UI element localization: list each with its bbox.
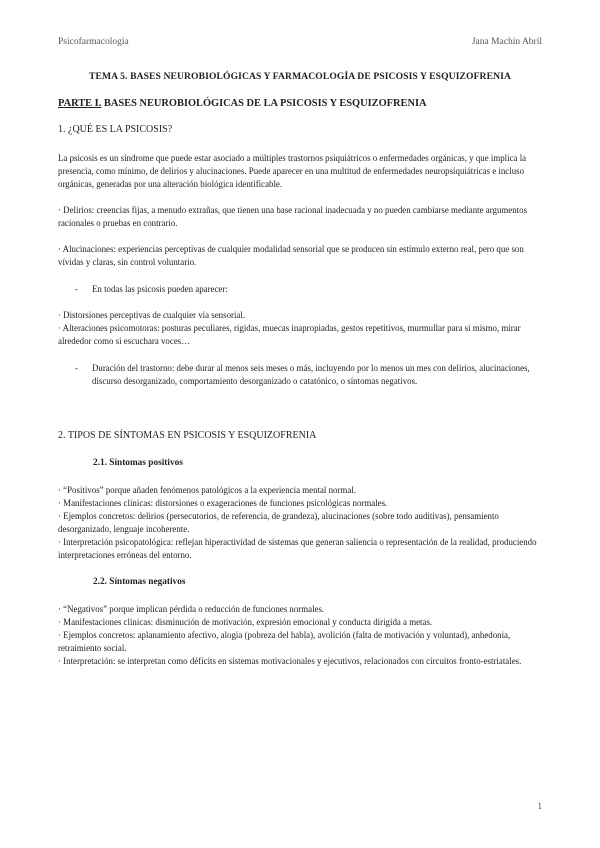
dash-marker: - — [75, 284, 78, 294]
part-label: PARTE I. — [58, 98, 102, 109]
document-title: TEMA 5. BASES NEUROBIOLÓGICAS Y FARMACOLOGÍA DE PSICOSIS Y ESQUIZOFRENIA — [89, 71, 511, 82]
header-right: Jana Machín Abril — [471, 37, 542, 47]
dash-item-1 — [75, 283, 545, 296]
page-number: 1 — [537, 801, 542, 811]
positive-item: · “Positivos” porque añaden fenómenos patológicos a la experiencia mental normal. — [58, 485, 356, 495]
part-text: BASES NEUROBIOLÓGICAS DE LA PSICOSIS Y ESQUIZOFRENIA — [101, 98, 427, 109]
negative-item: · Manifestaciones clínicas: disminución de motivación, expresión emocional y conducta dirigida a metas. — [58, 617, 433, 627]
paragraph-intro: La psicosis es un síndrome que puede estar asociado a múltiples trastornos psiquiátricos o enfermedades orgánicas, y que implica la presencia, como mínimo, de delirios y alucinaciones. Puede aparecer en una multitud de enfermedades neuropsiquiátricas e incluso orgánicas, generadas por una alteración biológica identificable. — [58, 153, 527, 189]
subsection-heading-positive: 2.1. Síntomas positivos — [93, 458, 183, 468]
section-heading-1: 1. ¿QUÉ ES LA PSICOSIS? — [58, 124, 173, 135]
paragraph-delirios: · Delirios: creencias fijas, a menudo extrañas, que tienen una base racional inadecuada y no pueden cambiarse mediante argumentos racionales o pruebas en contrario. — [58, 205, 528, 228]
section-heading-2: 2. TIPOS DE SÍNTOMAS EN PSICOSIS Y ESQUIZOFRENIA — [58, 430, 317, 441]
positive-item: · Ejemplos concretos: delirios (persecutorios, de referencia, de grandeza), alucinaciones (sobre todo auditivas), pensamiento desorganizado, lenguaje incoherente. — [58, 511, 499, 534]
part-heading — [58, 98, 427, 109]
dash-marker: - — [75, 363, 78, 373]
dash-item-text: Duración del trastorno: debe durar al menos seis meses o más, incluyendo por lo menos un mes con delirios, alucinaciones, discurso desorganizado, comportamiento desorganizado o catatónico, o síntomas negativos. — [92, 363, 530, 386]
paragraph-alucinaciones: · Alucinaciones: experiencias perceptivas de cualquier modalidad sensorial que se producen sin estímulo externo real, pero que son vívidas y claras, sin control voluntario. — [58, 244, 524, 267]
paragraph-alteraciones: · Alteraciones psicomotoras: posturas peculiares, rígidas, muecas inapropiadas, gestos repetitivos, murmullar para sí mismo, mirar alrededor como si escuchara voces… — [58, 323, 521, 346]
subsection-heading-negative: 2.2. Síntomas negativos — [93, 577, 186, 587]
dash-item-2 — [75, 362, 545, 388]
negative-item: · “Negativos” porque implican pérdida o reducción de funciones normales. — [58, 604, 325, 614]
positive-item: · Manifestaciones clínicas: distorsiones o exageraciones de funciones psicológicas normales. — [58, 498, 388, 508]
negative-item: · Interpretación: se interpretan como déficits en sistemas motivacionales y ejecutivos, relacionados con circuitos fronto-estriatales. — [58, 656, 522, 666]
header-left: Psicofarmacología — [58, 37, 129, 47]
dash-item-text: En todas las psicosis pueden aparecer: — [92, 284, 228, 294]
negative-item: · Ejemplos concretos: aplanamiento afectivo, alogia (pobreza del habla), avolición (falta de motivación y voluntad), anhedonia, retraimiento social. — [58, 630, 511, 653]
positive-item: · Interpretación psicopatológica: reflejan hiperactividad de sistemas que generan saliencia o representación de la realidad, produciendo interpretaciones erróneas del entorno. — [58, 537, 537, 560]
paragraph-distorsiones: · Distorsiones perceptivas de cualquier vía sensorial. — [58, 310, 246, 320]
